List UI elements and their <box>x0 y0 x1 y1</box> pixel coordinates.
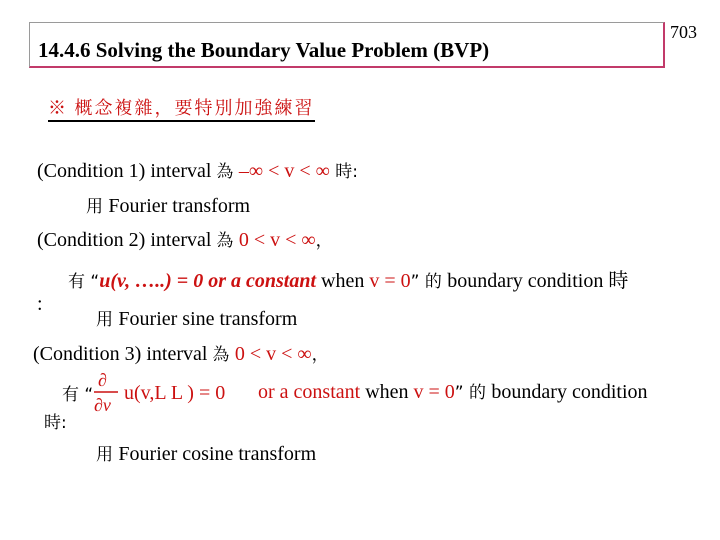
condition-3-method <box>96 440 316 466</box>
partial-derivative-equation <box>88 368 256 416</box>
section-title: 14.4.6 Solving the Boundary Value Problem (BVP) <box>38 38 490 62</box>
bc-text: boundary condition 時 <box>447 270 629 292</box>
condition-1-range: –∞ < v < ∞ <box>238 160 330 182</box>
condition-3-you: 有 “ <box>62 385 94 405</box>
condition-2-statement <box>68 264 628 293</box>
bc-text: boundary condition <box>491 381 648 403</box>
or-constant: or a constant <box>258 381 361 403</box>
condition-2-label: (Condition 2) interval <box>37 229 217 251</box>
when-text: when <box>316 270 370 292</box>
condition-3-shi: 時: <box>44 413 67 433</box>
condition-2-range: 0 < v < ∞ <box>238 229 316 251</box>
you-label: 有 “ <box>68 272 100 292</box>
method-name: Fourier sine transform <box>118 308 298 330</box>
condition-3-line <box>33 340 329 366</box>
condition-2-comma: ， <box>315 231 333 251</box>
condition-3-wei: 為 <box>212 345 235 365</box>
method-name: Fourier transform <box>108 195 251 217</box>
method-name: Fourier cosine transform <box>118 443 317 465</box>
title-box <box>29 22 665 68</box>
condition-1-line <box>37 157 358 183</box>
method-prefix: 用 <box>86 197 109 217</box>
method-prefix: 用 <box>96 445 119 465</box>
condition-2-colon: : <box>37 293 43 315</box>
quote-de: ” 的 <box>410 272 448 292</box>
condition-1-method <box>86 192 250 218</box>
condition-1-wei: 為 <box>216 162 239 182</box>
condition-3-veq: v = 0 <box>413 381 455 403</box>
condition-2-u: u(v, …..) = 0 or a constant <box>99 270 316 292</box>
condition-3-label: (Condition 3) interval <box>33 343 213 365</box>
condition-3-statement <box>258 378 648 404</box>
condition-2-line <box>37 226 333 252</box>
quote-de: ” 的 <box>454 383 492 403</box>
condition-3-comma: ， <box>311 345 329 365</box>
eq-partial-bottom: ∂v <box>94 395 111 415</box>
eq-partial-top: ∂ <box>98 370 107 390</box>
eq-body: u(v,L L ) = 0 <box>124 382 226 404</box>
condition-1-label: (Condition 1) interval <box>37 160 217 182</box>
when-text: when <box>360 381 414 403</box>
condition-2-method <box>96 305 297 331</box>
condition-1-suffix: 時: <box>329 162 359 182</box>
condition-3-range: 0 < v < ∞ <box>234 343 312 365</box>
condition-2-veq: v = 0 <box>369 270 411 292</box>
note-banner: ※ 概念複雜，要特別加強練習 <box>48 94 315 122</box>
method-prefix: 用 <box>96 310 119 330</box>
page-number: 703 <box>670 22 697 42</box>
condition-2-wei: 為 <box>216 231 239 251</box>
